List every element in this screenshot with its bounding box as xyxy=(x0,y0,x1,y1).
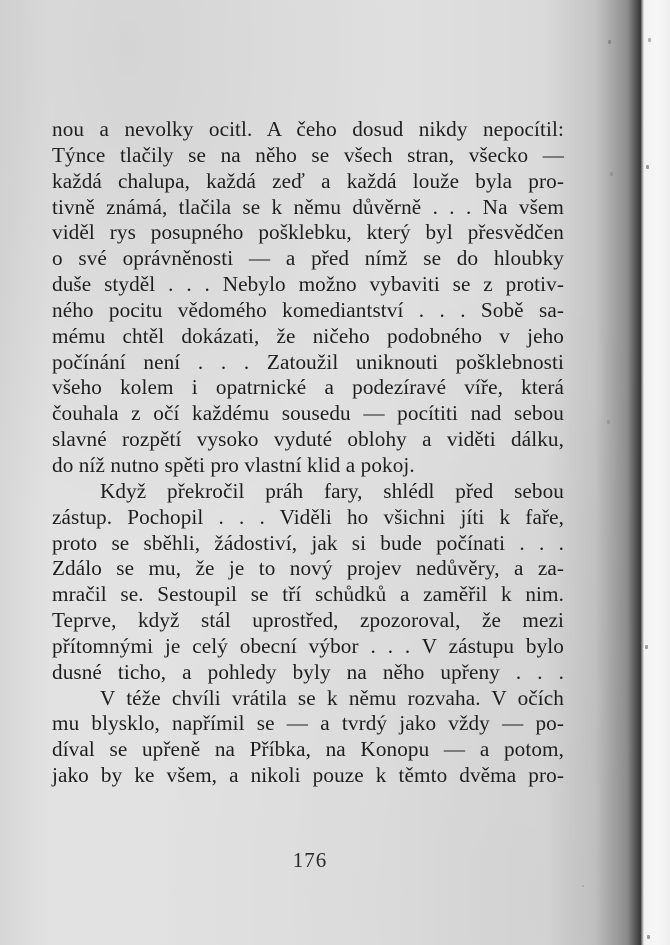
text-line: zástup. Pochopil . . . Viděli ho všichni jíti k faře, xyxy=(52,504,564,529)
text-line: všeho kolem i opatrnické a podezíravé víře, která xyxy=(52,375,564,400)
text-line: dusné ticho, a pohledy byly na něho upřeny . . . xyxy=(52,659,564,684)
paper-speck xyxy=(582,885,584,887)
paper-speck xyxy=(646,165,649,169)
page-number: 176 xyxy=(292,848,328,872)
text-line: o své oprávněnosti — a před nímž se do hloubky xyxy=(52,246,564,271)
text-line: Zdálo se mu, že je to nový projev nedůvěry, a za- xyxy=(52,556,564,581)
paper-speck xyxy=(648,38,651,42)
paper-speck xyxy=(610,172,613,176)
text-line: mému chtěl dokázati, že ničeho podobného v jeho xyxy=(52,323,564,348)
paragraph-first-line: Když překročil práh fary, shlédl před sebou xyxy=(100,478,564,503)
text-line: Teprve, když stál uprostřed, zpozoroval, že mezi xyxy=(52,608,564,633)
text-line: slavné rozpětí vysoko vyduté oblohy a viděti dálku, xyxy=(52,427,564,452)
text-line: ného pocitu vědomého komediantství . . . Sobě sa- xyxy=(52,297,564,322)
text-line: mu blysklo, napřímil se — a tvrdý jako vždy — po- xyxy=(52,711,564,736)
text-line: tivně známá, tlačila se k němu důvěrně . . . Na všem xyxy=(52,194,564,219)
text-line: jako by ke všem, a nikoli pouze k těmto dvěma pro- xyxy=(52,763,564,788)
book-binding-edge xyxy=(640,0,670,945)
text-line: duše styděl . . . Nebylo možno vybaviti se z protiv- xyxy=(52,272,564,297)
text-line: viděl rys posupného pošklebku, který byl přesvědčen xyxy=(52,220,564,245)
text-line: proto se sběhli, žádostiví, jak si bude počínati . . . xyxy=(52,530,564,555)
text-line: do níž nutno spěti pro vlastní klid a pokoj. xyxy=(52,452,415,477)
paper-speck xyxy=(608,40,611,44)
paper-speck xyxy=(647,935,650,939)
text-line: čouhala z očí každému sousedu — pocítiti nad sebou xyxy=(52,401,564,426)
text-line: počínání není . . . Zatoužil uniknouti pošklebnosti xyxy=(52,349,564,374)
text-line: mračil se. Sestoupil se tří schůdků a zaměřil k nim. xyxy=(52,582,564,607)
text-line: přítomnými je celý obecní výbor . . . V zástupu bylo xyxy=(52,633,564,658)
paper-speck xyxy=(607,420,610,424)
text-line: nou a nevolky ocitl. A čeho dosud nikdy nepocítil: xyxy=(52,117,564,141)
text-line: každá chalupa, každá zeď a každá louže byla pro- xyxy=(52,168,564,193)
body-text xyxy=(52,117,564,789)
text-line: Týnce tlačily se na něho se všech stran, všecko — xyxy=(52,142,564,167)
text-line: díval se upřeně na Příbka, na Konopu — a potom, xyxy=(52,737,564,762)
paragraph-first-line: V téže chvíli vrátila se k němu rozvaha. V očích xyxy=(100,685,564,710)
paper-speck xyxy=(645,645,648,649)
